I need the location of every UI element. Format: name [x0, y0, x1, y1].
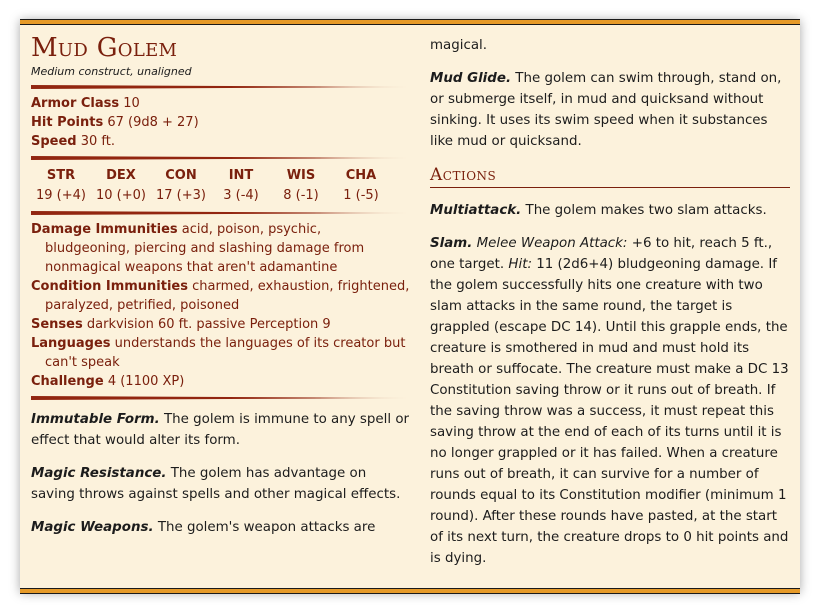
action-slam — [430, 233, 790, 569]
trait-name: Magic Weapons. — [31, 520, 154, 535]
challenge-label: Challenge — [31, 374, 104, 389]
ability-int — [211, 166, 271, 206]
ability-label: INT — [228, 168, 254, 183]
action-name: Slam. — [430, 236, 473, 251]
ability-value: 1 (-5) — [343, 188, 379, 203]
ability-con — [151, 166, 211, 206]
challenge-value: 4 (1100 XP) — [107, 374, 185, 389]
divider — [31, 211, 410, 215]
armor-class — [31, 94, 410, 113]
ability-value: 8 (-1) — [283, 188, 319, 203]
top-border — [20, 19, 800, 25]
divider — [31, 156, 410, 160]
hit-text: 11 (2d6+4) bludgeoning damage. If the golem successfully hits one creature with two slam attacks in the same round, the target is grappled (escape DC 14). Until this grapple ends, the creature is smothered in mud and must hold its breath or suffocate. The creature must make a DC 13 Constitution saving throw or it runs out of breath. If the saving throw was a success, it must repeat this saving throw at the end of each of its turns until it is no longer grappled or it has failed. When a creature runs out of breath, it can survive for a number of rounds equal to its Constitution modifier (minimum 1 round). After these rounds have pasted, at the start of its next turn, the creature drops to 0 hit points and is dying. — [430, 257, 789, 566]
trait-name: Magic Resistance. — [31, 466, 167, 481]
trait-text: The golem can swim through, stand on, or submerge itself, in mud and quicksand without sinking. It uses its swim speed when it substances like mud or quicksand. — [430, 71, 782, 149]
speed — [31, 132, 410, 151]
divider — [31, 85, 410, 89]
languages-value: understands the languages of its creator but can't speak — [45, 336, 406, 370]
divider — [31, 396, 410, 400]
ability-value: 3 (-4) — [223, 188, 259, 203]
ability-cha — [331, 166, 391, 206]
ability-label: CHA — [345, 168, 377, 183]
hit-points-value: 67 (9d8 + 27) — [107, 115, 199, 130]
ability-label: WIS — [286, 168, 316, 183]
condition-immunities-label: Condition Immunities — [31, 279, 188, 294]
ability-label: CON — [165, 168, 197, 183]
trait-text: The golem has advantage on saving throws against spells and other magical effects. — [31, 466, 401, 502]
damage-immunities-value: acid, poison, psychic, bludgeoning, piercing and slashing damage from nonmagical weapons that aren't adamantine — [45, 222, 365, 275]
damage-immunities — [31, 220, 410, 277]
trait-text: The golem's weapon attacks are — [157, 520, 376, 535]
ability-scores — [31, 166, 391, 206]
hit-points-label: Hit Points — [31, 115, 104, 130]
hit-points — [31, 113, 410, 132]
left-column — [31, 33, 410, 550]
trait-name: Mud Glide. — [430, 71, 512, 86]
bottom-border — [20, 588, 800, 594]
damage-immunities-label: Damage Immunities — [31, 222, 178, 237]
ability-wis — [271, 166, 331, 206]
ability-dex — [91, 166, 151, 206]
right-column — [430, 35, 790, 581]
speed-value: 30 ft. — [80, 134, 116, 149]
ability-value: 10 (+0) — [96, 188, 146, 203]
armor-class-value: 10 — [123, 96, 140, 111]
action-text: The golem makes two slam attacks. — [525, 203, 767, 218]
trait-name: Immutable Form. — [31, 412, 160, 427]
armor-class-label: Armor Class — [31, 96, 120, 111]
ability-value: 17 (+3) — [156, 188, 206, 203]
languages-label: Languages — [31, 336, 111, 351]
trait-text: magical. — [430, 38, 488, 53]
action-multiattack — [430, 200, 790, 221]
ability-label: DEX — [106, 168, 136, 183]
senses-label: Senses — [31, 317, 83, 332]
condition-immunities — [31, 277, 410, 315]
actions-heading: Actions — [430, 164, 790, 188]
senses-value: darkvision 60 ft. passive Perception 9 — [86, 317, 331, 332]
monster-name: Mud Golem — [31, 33, 178, 63]
senses — [31, 315, 410, 334]
attack-text: +6 to hit, reach 5 ft., one target. — [430, 236, 773, 272]
hit-label: Hit: — [508, 257, 532, 272]
trait-immutable-form — [31, 409, 410, 451]
attack-type: Melee Weapon Attack: — [476, 236, 628, 251]
ability-str — [31, 166, 91, 206]
ability-label: STR — [46, 168, 76, 183]
challenge — [31, 372, 410, 391]
speed-label: Speed — [31, 134, 77, 149]
trait-magic-resistance — [31, 463, 410, 505]
monster-type: Medium construct, unaligned — [31, 65, 192, 78]
trait-magic-weapons-continued — [430, 35, 790, 56]
languages — [31, 334, 410, 372]
condition-immunities-value: charmed, exhaustion, frightened, paralyzed, petrified, poisoned — [45, 279, 410, 313]
trait-magic-weapons — [31, 517, 410, 538]
trait-text: The golem is immune to any spell or effect that would alter its form. — [31, 412, 410, 448]
action-name: Multiattack. — [430, 203, 522, 218]
ability-value: 19 (+4) — [36, 188, 86, 203]
trait-mud-glide — [430, 68, 790, 152]
stat-block — [20, 20, 800, 593]
